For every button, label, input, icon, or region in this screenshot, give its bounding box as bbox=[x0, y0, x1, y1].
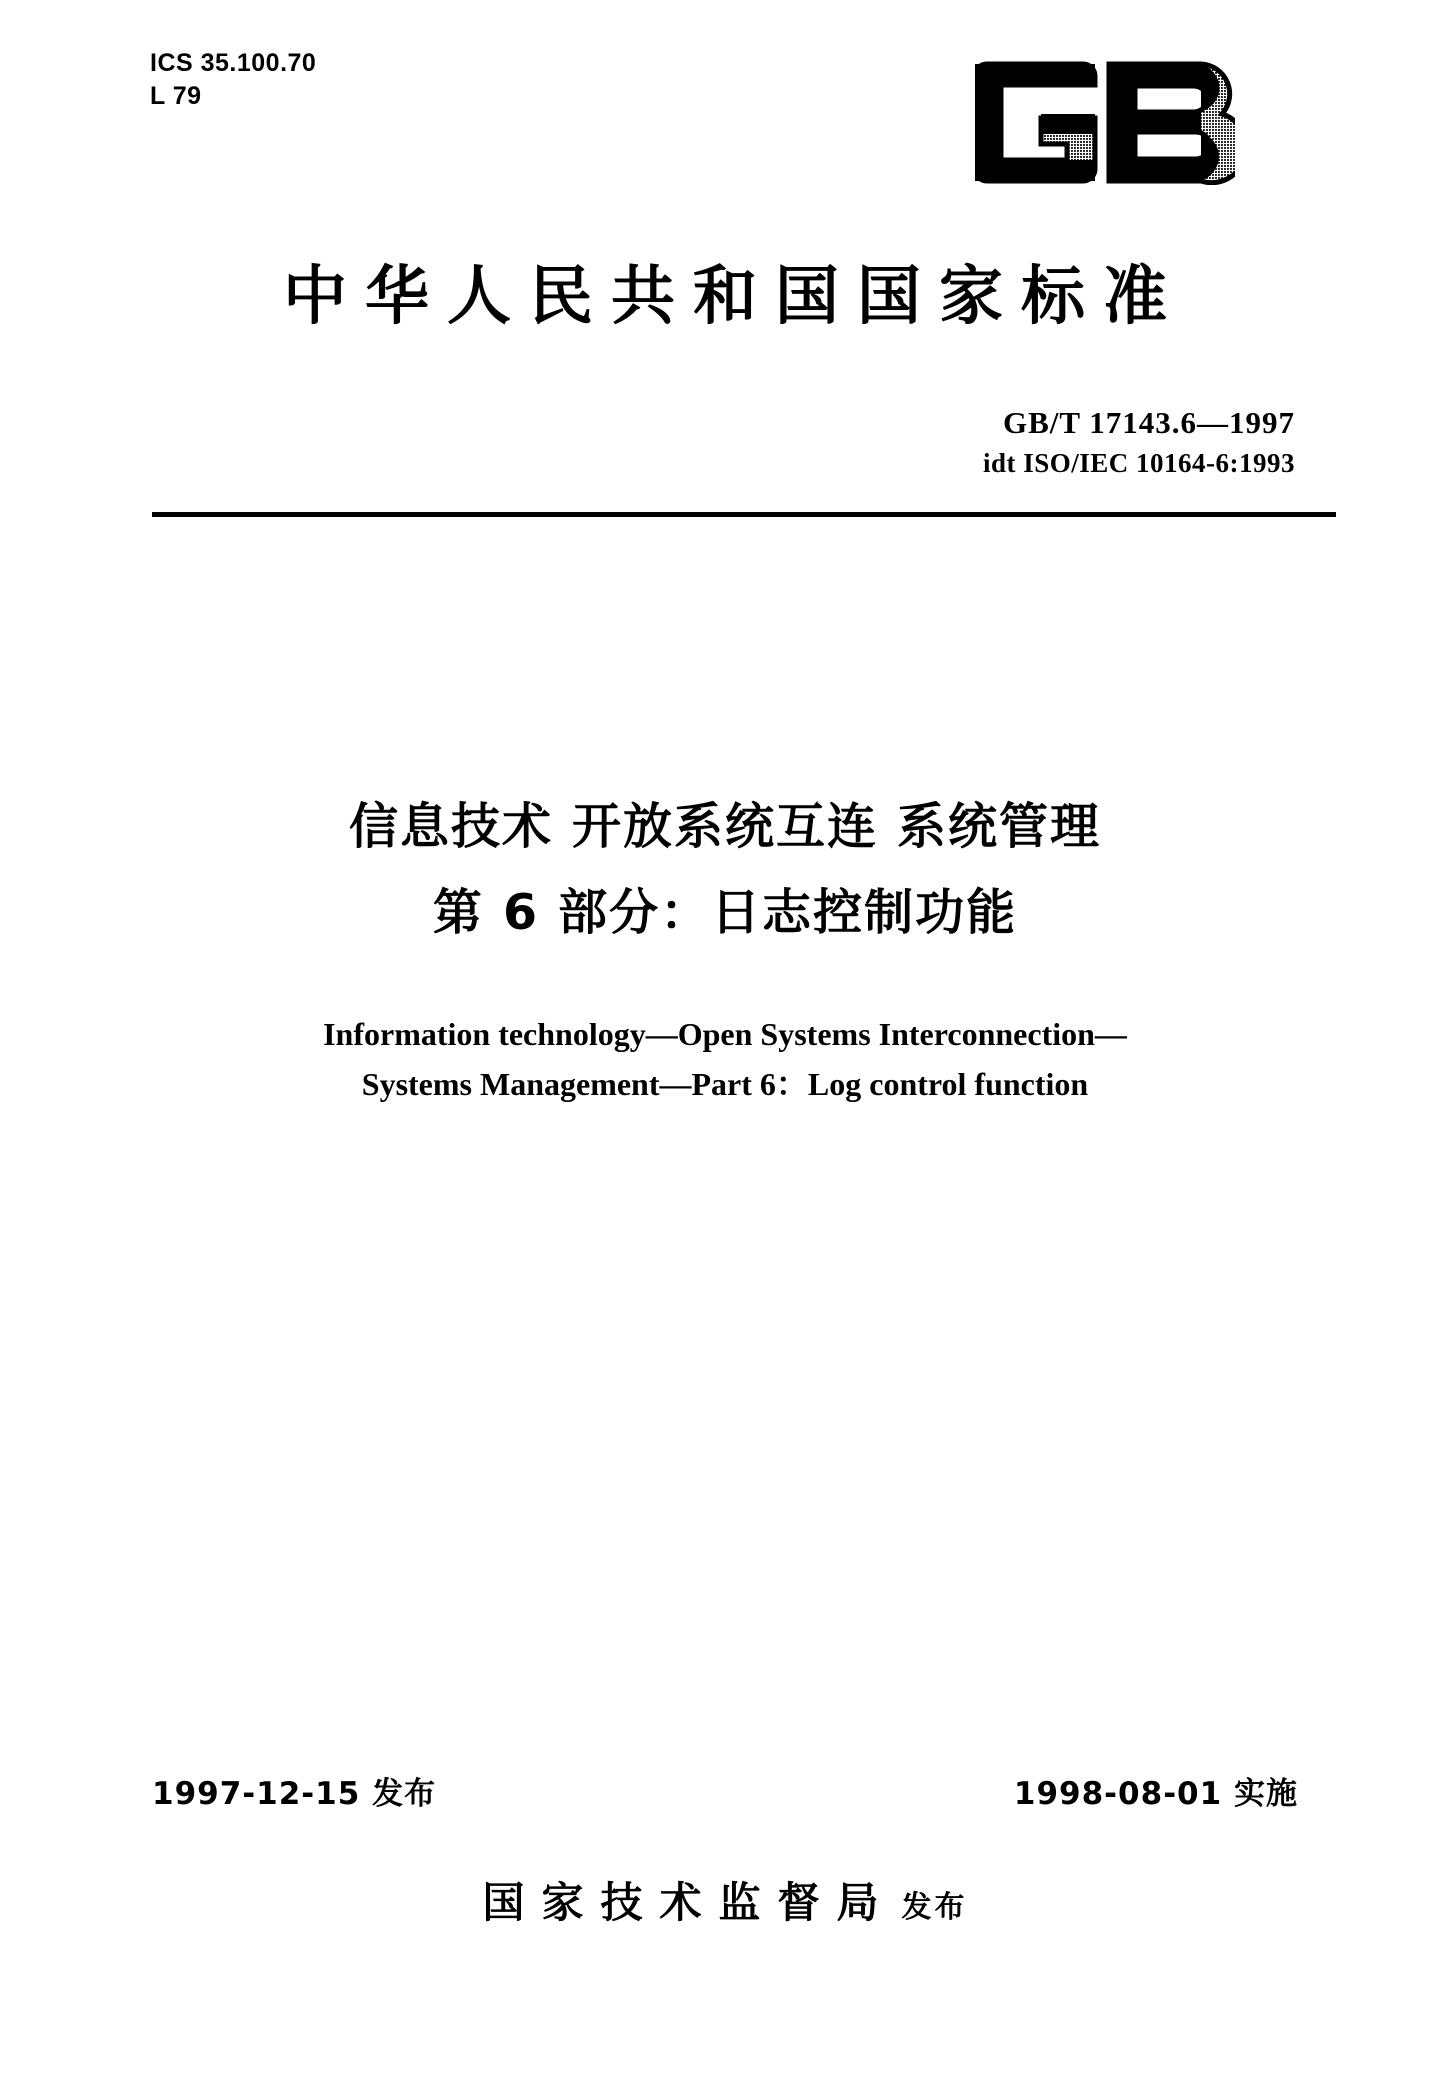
title-cn-line-2: 第 6 部分：日志控制功能 bbox=[432, 884, 1018, 941]
title-en-line-1: Information technology—Open Systems Interconnection— bbox=[323, 1016, 1127, 1052]
ics-classification-block bbox=[150, 48, 316, 113]
identical-standard-reference: idt ISO/IEC 10164-6:1993 bbox=[982, 448, 1295, 478]
header-divider bbox=[152, 512, 1336, 517]
national-standard-heading: 中华人民共和国国家标准 bbox=[283, 260, 1185, 334]
publisher-line bbox=[0, 1870, 1450, 1930]
ics-code: ICS 35.100.70 bbox=[150, 49, 317, 77]
document-title-chinese bbox=[0, 788, 1450, 944]
standard-number-block bbox=[983, 405, 1295, 479]
gb-emblem-icon bbox=[975, 60, 1235, 185]
ccs-code: L 79 bbox=[150, 82, 202, 111]
publisher-organization: 国家技术监督局 bbox=[482, 1878, 896, 1927]
title-en-line-2: Systems Management—Part 6：Log control function bbox=[361, 1065, 1089, 1102]
effective-date: 1998-08-01 实施 bbox=[1013, 1776, 1298, 1812]
publisher-verb: 发布 bbox=[901, 1890, 968, 1925]
title-cn-line-1: 信息技术 开放系统互连 系统管理 bbox=[348, 798, 1102, 855]
standard-number: GB/T 17143.6—1997 bbox=[1002, 405, 1295, 440]
document-title-english bbox=[0, 1010, 1450, 1109]
issue-date: 1997-12-15 发布 bbox=[152, 1776, 437, 1812]
